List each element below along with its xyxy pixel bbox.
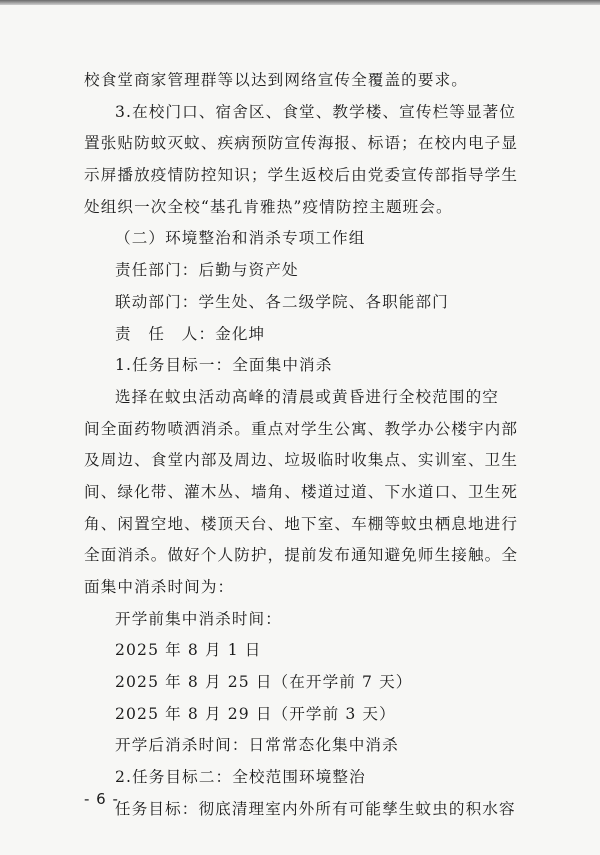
text-line: 置张贴防蚊灭蚊、疾病预防宣传海报、标语；在校内电子显 [84,134,519,153]
page-number: - 6 - [84,790,119,808]
responsible-person: 责 任 人：金化坤 [115,324,266,343]
text-line: 面集中消杀时间为： [84,578,235,596]
text-line: 间全面药物喷洒消杀。重点对学生公寓、教学办公楼宇内部 [84,419,519,438]
schedule-date: 2025 年 8 月 25 日（在开学前 7 天） [115,673,413,692]
text-line: 及周边、食堂内部及周边、垃圾临时收集点、实训室、卫生 [84,451,519,470]
text-line: 校食堂商家管理群等以达到网络宣传全覆盖的要求。 [84,71,468,89]
scan-top-edge [0,0,600,5]
schedule-date: 2025 年 8 月 29 日（开学前 3 天） [115,704,396,723]
linked-departments: 联动部门：学生处、各二级学院、各职能部门 [115,292,449,311]
text-line: 任务目标：彻底清理室内外所有可能孳生蚊虫的积水容 [115,799,516,818]
section-heading: （二）环境整治和消杀专项工作组 [115,229,366,248]
task-heading: 1.任务目标一：全面集中消杀 [115,356,333,375]
text-line: 全面消杀。做好个人防护，提前发布通知避免师生接触。全 [84,546,519,565]
text-line: 示屏播放疫情防控知识；学生返校后由党委宣传部指导学生 [84,166,519,185]
responsible-department: 责任部门：后勤与资产处 [115,261,299,280]
task-heading: 2.任务目标二：全校范围环境整治 [115,768,366,787]
text-line: 3.在校门口、宿舍区、食堂、教学楼、宣传栏等显著位 [115,102,517,121]
schedule-label: 开学前集中消杀时间： [115,609,282,628]
text-line: 角、闲置空地、楼顶天台、地下室、车棚等蚊虫栖息地进行 [84,514,519,533]
text-line: 间、绿化带、灌木丛、墙角、楼道过道、下水道口、卫生死 [84,482,519,501]
schedule-label: 开学后消杀时间：日常常态化集中消杀 [115,736,399,755]
document-body [84,65,524,826]
schedule-date: 2025 年 8 月 1 日 [115,641,262,660]
text-line: 选择在蚊虫活动高峰的清晨或黄昏进行全校范围的空 [115,387,499,406]
text-line: 处组织一次全校“基孔肯雅热”疫情防控主题班会。 [84,197,453,216]
